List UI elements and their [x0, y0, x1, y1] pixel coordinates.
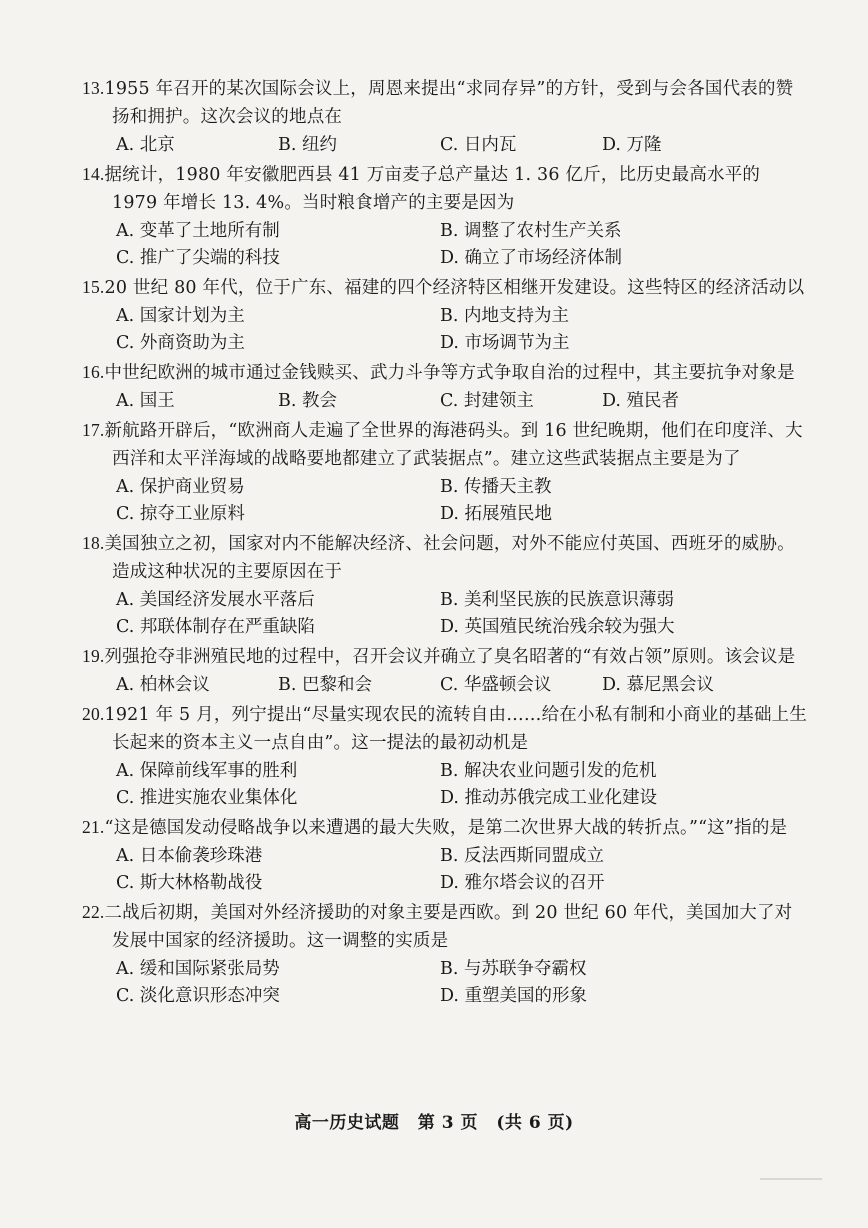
question-stem: [82, 700, 808, 757]
answer-option: B. 与苏联争夺霸权: [440, 959, 587, 979]
answer-option: C. 推广了尖端的科技: [116, 248, 280, 268]
answer-option: C. 邦联体制存在严重缺陷: [116, 617, 315, 637]
answer-option: D. 雅尔塔会议的召开: [440, 873, 605, 893]
question-stem: [82, 642, 808, 671]
answer-option: C. 淡化意识形态冲突: [116, 986, 280, 1006]
question-number: 16.: [82, 362, 105, 382]
question-text: 美国独立之初，国家对内不能解决经济、社会问题，对外不能应付英国、西班牙的威胁。造成这种状况的主要原因在于: [104, 534, 795, 582]
question-item: [82, 416, 808, 528]
answer-option: D. 殖民者: [602, 391, 680, 411]
question-number: 19.: [82, 646, 105, 666]
answer-option: A. 保护商业贸易: [116, 477, 245, 497]
answer-option: C. 华盛顿会议: [440, 675, 552, 695]
question-text: 新航路开辟后，“欧洲商人走遍了全世界的海港码头。到 16 世纪晚期，他们在印度洋、大西洋和太平洋海域的战略要地都建立了武装据点”。建立这些武装据点主要是为了: [104, 421, 803, 469]
question-number: 22.: [82, 902, 105, 922]
answer-option: B. 调整了农村生产关系: [440, 221, 622, 241]
answer-option: C. 推进实施农业集体化: [116, 788, 298, 808]
answer-option: A. 柏林会议: [116, 675, 210, 695]
question-number: 20.: [82, 704, 105, 724]
answer-option: A. 国王: [116, 391, 175, 411]
question-text: 二战后初期，美国对外经济援助的对象主要是西欧。到 20 世纪 60 年代，美国加大了对发展中国家的经济援助。这一调整的实质是: [104, 903, 793, 951]
answer-option: B. 反法西斯同盟成立: [440, 846, 604, 866]
answer-option: B. 教会: [278, 391, 337, 411]
answer-option: A. 北京: [116, 135, 175, 155]
page-footer: [0, 1108, 868, 1133]
answer-option: A. 美国经济发展水平落后: [116, 590, 315, 610]
question-stem: [82, 273, 808, 302]
scan-mark: [760, 1178, 822, 1180]
answer-option: B. 美利坚民族的民族意识薄弱: [440, 590, 674, 610]
answer-option: A. 变革了土地所有制: [116, 221, 280, 241]
question-number: 21.: [82, 817, 105, 837]
question-list: [82, 74, 808, 1010]
answer-option: D. 万隆: [602, 135, 662, 155]
option-group: [82, 388, 808, 415]
question-text: 列强抢夺非洲殖民地的过程中，召开会议并确立了臭名昭著的“有效占领”原则。该会议是: [104, 647, 796, 667]
answer-option: C. 日内瓦: [440, 135, 517, 155]
answer-option: C. 外商资助为主: [116, 333, 245, 353]
question-item: [82, 813, 808, 897]
answer-option: B. 解决农业问题引发的危机: [440, 761, 657, 781]
question-text: 1955 年召开的某次国际会议上，周恩来提出“求同存异”的方针，受到与会各国代表的赞扬和拥护。这次会议的地点在: [104, 79, 794, 127]
question-stem: [82, 160, 808, 217]
option-group: [82, 474, 808, 528]
answer-option: B. 纽约: [278, 135, 337, 155]
question-text: 20 世纪 80 年代，位于广东、福建的四个经济特区相继开发建设。这些特区的经济活动以: [104, 278, 805, 298]
answer-option: C. 掠夺工业原料: [116, 504, 245, 524]
answer-option: C. 斯大林格勒战役: [116, 873, 263, 893]
question-stem: [82, 529, 808, 586]
answer-option: C. 封建领主: [440, 391, 534, 411]
option-group: [82, 303, 808, 357]
option-group: [82, 672, 808, 699]
option-group: [82, 587, 808, 641]
footer-page-number: 第 3 页: [417, 1113, 478, 1133]
question-number: 17.: [82, 420, 105, 440]
answer-option: A. 缓和国际紧张局势: [116, 959, 280, 979]
question-item: [82, 529, 808, 641]
option-group: [82, 843, 808, 897]
question-text: “这是德国发动侵略战争以来遭遇的最大失败，是第二次世界大战的转折点。”“这”指的是: [104, 818, 788, 838]
question-stem: [82, 416, 808, 473]
option-group: [82, 758, 808, 812]
answer-option: A. 保障前线军事的胜利: [116, 761, 298, 781]
answer-option: D. 市场调节为主: [440, 333, 570, 353]
answer-option: D. 推动苏俄完成工业化建设: [440, 788, 658, 808]
answer-option: D. 慕尼黑会议: [602, 675, 715, 695]
answer-option: B. 传播天主教: [440, 477, 552, 497]
question-item: [82, 642, 808, 699]
question-stem: [82, 813, 808, 842]
question-item: [82, 273, 808, 357]
question-item: [82, 358, 808, 415]
question-item: [82, 160, 808, 272]
question-text: 据统计，1980 年安徽肥西县 41 万亩麦子总产量达 1. 36 亿斤，比历史最高水平的 1979 年增长 13. 4%。当时粮食增产的主要是因为: [104, 165, 761, 213]
option-group: [82, 956, 808, 1010]
option-group: [82, 218, 808, 272]
answer-option: D. 重塑美国的形象: [440, 986, 588, 1006]
question-text: 1921 年 5 月，列宁提出“尽量实现农民的流转自由……给在小私有制和小商业的基础上生长起来的资本主义一点自由”。这一提法的最初动机是: [104, 705, 808, 753]
question-number: 13.: [82, 78, 105, 98]
answer-option: B. 巴黎和会: [278, 675, 372, 695]
question-text: 中世纪欧洲的城市通过金钱赎买、武力斗争等方式争取自治的过程中，其主要抗争对象是: [104, 363, 795, 383]
question-stem: [82, 898, 808, 955]
answer-option: A. 国家计划为主: [116, 306, 245, 326]
answer-option: D. 确立了市场经济体制: [440, 248, 623, 268]
question-item: [82, 700, 808, 812]
answer-option: D. 英国殖民统治残余较为强大: [440, 617, 675, 637]
answer-option: B. 内地支持为主: [440, 306, 569, 326]
question-number: 14.: [82, 164, 105, 184]
question-item: [82, 898, 808, 1010]
answer-option: D. 拓展殖民地: [440, 504, 553, 524]
footer-subject: 高一历史试题: [294, 1113, 400, 1133]
question-stem: [82, 358, 808, 387]
question-item: [82, 74, 808, 159]
question-number: 15.: [82, 277, 105, 297]
question-stem: [82, 74, 808, 131]
answer-option: A. 日本偷袭珍珠港: [116, 846, 263, 866]
question-number: 18.: [82, 533, 105, 553]
footer-total-pages: (共 6 页): [496, 1113, 574, 1133]
option-group: [82, 132, 808, 159]
